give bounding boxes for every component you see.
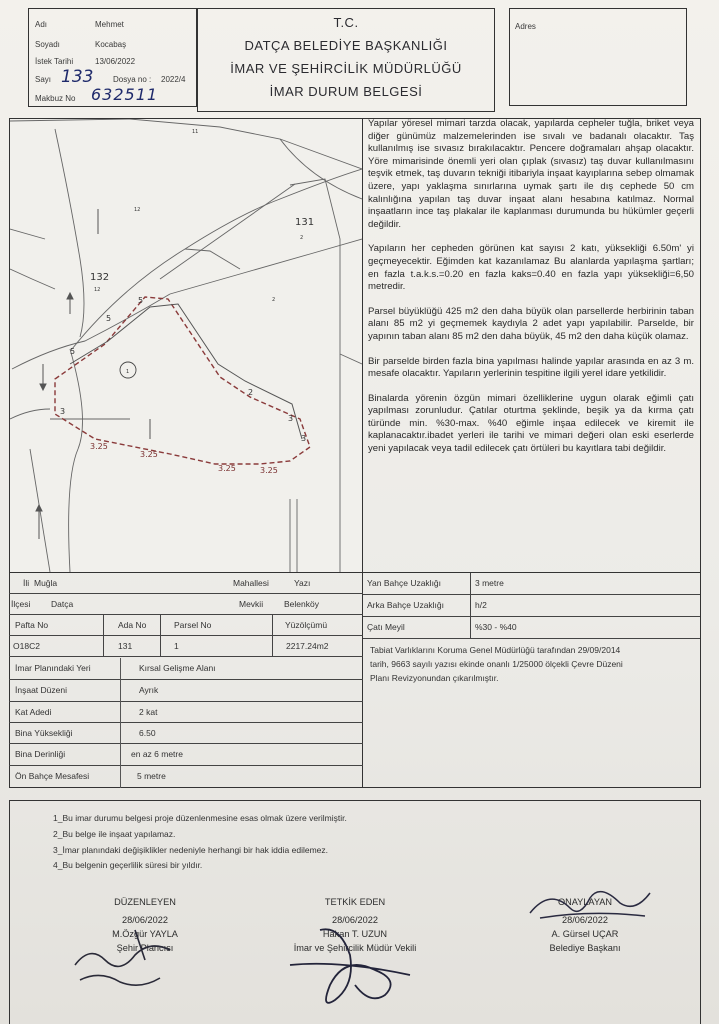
applicant-box xyxy=(28,8,197,107)
map-divider xyxy=(362,118,363,572)
condition-paragraph-1: Yapılar yöresel mimari tarzda olacak, yapılarda cepheler tuğla, briket veya diğer günümüz malzemelerinden ise sıvalı ve badanalı olacaktır. Taş kullanılmış ise sıvasız bırakılacaktır. Pencere doğramaları ahşap olacaktır. Yöre mimarisinde önemli yeri olan çıplak (sıvasız) taş duvar kullanılmasını teşvik etmek, taş duvarın tekniği itibariyla inşaat kayıplarına sebep olmamak üzere, yapı yaklaşma sınırlarına uymak şartı ile dış cephede 50 cm kalınlığına yapılan taş duvar inşaat alanı hesabına katılmaz. Normal inşaatların ince taş plakalar ile kaplanması durumunda bu hükümler geçerli değildir. xyxy=(368,118,694,230)
district-label: İlçesi xyxy=(11,599,31,609)
title-box xyxy=(197,8,495,112)
dimension-5-a: 5 xyxy=(70,347,76,356)
map-small-11: 11 xyxy=(192,129,199,135)
title-tc: T.C. xyxy=(333,15,359,30)
condition-paragraph-4: Bir parselde birden fazla bina yapılması halinde yapılar arasında en az 3 m. mesafe olacaktır. Yapıların yerlerinin tespitine ilgili yerel idare yetkilidir. xyxy=(368,355,694,380)
footer-note-1: 1_Bu imar durumu belgesi proje düzenlenmesine esas olmak üzere verilmiştir. xyxy=(53,813,347,823)
construction-order-value: Ayrık xyxy=(139,685,159,695)
receipt-label: Makbuz No xyxy=(35,94,76,103)
rear-yard-label: Arka Bahçe Uzaklığı xyxy=(367,600,445,610)
name-value: Mehmet xyxy=(95,20,124,29)
row-parcel-values xyxy=(9,636,363,657)
building-height-label: Bina Yüksekliği xyxy=(15,728,73,738)
district-value: Datça xyxy=(51,599,74,609)
title-department: İMAR VE ŞEHİRCİLİK MÜDÜRLÜĞÜ xyxy=(230,61,462,76)
parcel-no-header: Parsel No xyxy=(174,620,212,630)
surname-value: Kocabaş xyxy=(95,40,127,49)
dimension-5-c: 5 xyxy=(138,296,144,305)
dimension-3-c: 3 xyxy=(301,434,307,443)
file-no-value: 2022/4 xyxy=(161,75,186,84)
circle-number: 1 xyxy=(126,369,130,375)
surname-label: Soyadı xyxy=(35,40,60,49)
rear-yard-value: h/2 xyxy=(475,600,487,610)
title-document: İMAR DURUM BELGESİ xyxy=(269,84,423,99)
area-header: Yüzölçümü xyxy=(285,620,328,630)
prepared-title: Şehir Plancısı xyxy=(116,943,174,953)
row-roof-slope xyxy=(363,617,700,639)
roof-slope-label: Çatı Meyil xyxy=(367,622,405,632)
plan-location-value: Kırsal Gelişme Alanı xyxy=(139,663,216,673)
row-rear-yard xyxy=(363,595,700,617)
block-no-header: Ada No xyxy=(118,620,147,630)
parcel-map xyxy=(10,119,362,572)
area-value: 2217.24m2 xyxy=(286,641,329,651)
row-district xyxy=(9,594,363,615)
nature-note-line-3: Planı Revizyonundan çıkarılmıştır. xyxy=(370,673,499,683)
footer-note-3: 3_İmar planındaki değişiklikler nedeniyle herhangi bir hak iddia edilemez. xyxy=(53,845,328,855)
side-yard-label: Yan Bahçe Uzaklığı xyxy=(367,578,442,588)
parcel-132-label: 132 xyxy=(90,272,110,283)
col-div-right xyxy=(470,573,471,639)
parcel-132-sub: 12 xyxy=(94,287,101,293)
front-yard-label: Ön Bahçe Mesafesi xyxy=(15,771,90,781)
row-plan-location xyxy=(9,658,363,680)
zoning-conditions-text xyxy=(368,118,694,465)
building-depth-label: Bina Derinliği xyxy=(15,749,66,759)
side-yard-value: 3 metre xyxy=(475,578,504,588)
neighborhood-value: Yazı xyxy=(294,578,311,588)
number-value: 133 xyxy=(61,67,94,87)
col-div-values xyxy=(120,658,121,788)
prepared-name: M.Özgür YAYLA xyxy=(112,929,178,939)
dimension-3-a: 3 xyxy=(60,407,66,416)
approved-role: ONAYLAYAN xyxy=(557,897,613,907)
front-yard-value: 5 metre xyxy=(137,771,166,781)
row-building-height xyxy=(9,723,363,744)
row-parcel-headers xyxy=(9,615,363,636)
row-province xyxy=(9,573,363,594)
address-box xyxy=(509,8,687,106)
dimension-2: 2 xyxy=(248,388,254,397)
sheet-no-value: O18C2 xyxy=(13,641,40,651)
name-label: Adı xyxy=(35,20,48,29)
title-municipality: DATÇA BELEDİYE BAŞKANLIĞI xyxy=(244,38,448,53)
parcel-no-value: 1 xyxy=(174,641,179,651)
footer-note-2: 2_Bu belge ile inşaat yapılamaz. xyxy=(53,829,176,839)
floor-count-label: Kat Adedi xyxy=(15,707,52,717)
col-div-1 xyxy=(103,615,104,657)
request-date-value: 13/06/2022 xyxy=(95,57,136,66)
condition-paragraph-3: Parsel büyüklüğü 425 m2 den daha büyük olan parsellerde herbirinin taban alanı 85 m2 yi geçmemek kaydıyla 2 adet yapı yapılabilir. Parselde, bir yapının taban alanı 85 m2 den daha büyük, 45 m2 den daha küçük olamaz. xyxy=(368,305,694,342)
dimension-325-c: 3.25 xyxy=(218,464,236,473)
number-label: Sayı xyxy=(35,75,52,84)
reviewed-date: 28/06/2022 xyxy=(332,915,378,925)
prepared-role: DÜZENLEYEN xyxy=(114,897,176,907)
building-depth-value: en az 6 metre xyxy=(131,749,183,759)
file-no-label: Dosya no : xyxy=(113,75,152,84)
col-div-2 xyxy=(160,615,161,657)
reviewed-name: Hakan T. UZUN xyxy=(322,929,388,939)
approved-name: A. Gürsel UÇAR xyxy=(551,929,619,939)
map-small-12: 12 xyxy=(134,207,141,213)
row-building-depth xyxy=(9,744,363,766)
reviewed-role: TETKİK EDEN xyxy=(324,897,386,907)
parcel-131-sub: 2 xyxy=(300,235,304,241)
row-side-yard xyxy=(363,573,700,595)
approved-title: Belediye Başkanı xyxy=(549,943,621,953)
nature-note-line-2: tarih, 9663 sayılı yazısı ekinde onanlı 1/25000 ölçekli Çevre Düzeni xyxy=(370,659,623,669)
roof-slope-value: %30 - %40 xyxy=(475,622,517,632)
signature-scribble-prepared xyxy=(60,920,200,1000)
block-no-value: 131 xyxy=(118,641,133,651)
floor-count-value: 2 kat xyxy=(139,707,158,717)
request-date-label: İstek Tarihi xyxy=(35,57,74,66)
dimension-5-b: 5 xyxy=(106,314,112,323)
receipt-value: 632511 xyxy=(91,85,159,104)
map-small-2: 2 xyxy=(272,297,276,303)
province-value: Muğla xyxy=(34,578,58,588)
reviewed-title: İmar ve Şehircilik Müdür Vekili xyxy=(293,943,417,953)
row-construction-order xyxy=(9,680,363,702)
condition-paragraph-2: Yapıların her cepheden görünen kat sayısı 2 katı, yüksekliği 6.50m' yi geçmeyecektir. Eğimden kat kazanılamaz Bu alanlarda yapılaşma şartları; en fazla t.a.k.s.=0.20 en fazla kaks=0.40 en fazla yapı yüksekliği=6,50 metredir. xyxy=(368,243,694,293)
province-label: İli xyxy=(23,578,30,588)
row-front-yard xyxy=(9,766,363,788)
dimension-325-a: 3.25 xyxy=(90,442,108,451)
signature-scribble-reviewed xyxy=(280,915,430,1015)
prepared-date: 28/06/2022 xyxy=(122,915,168,925)
row-floor-count xyxy=(9,702,363,723)
locality-label: Mevkii xyxy=(239,599,264,609)
signature-scribble-approved xyxy=(520,878,660,928)
dimension-325-d: 3.25 xyxy=(260,466,278,475)
neighborhood-label: Mahallesi xyxy=(233,578,269,588)
construction-order-label: İnşaat Düzeni xyxy=(15,685,67,695)
plan-location-label: İmar Planındaki Yeri xyxy=(15,663,91,673)
address-label: Adres xyxy=(515,22,536,31)
col-div-3 xyxy=(272,615,273,657)
dimension-325-b: 3.25 xyxy=(140,450,158,459)
nature-note-line-1: Tabiat Varlıklarını Koruma Genel Müdürlüğü tarafından 29/09/2014 xyxy=(370,645,621,655)
sheet-no-header: Pafta No xyxy=(15,620,49,630)
approved-date: 28/06/2022 xyxy=(562,915,608,925)
locality-value: Belenköy xyxy=(284,599,319,609)
dimension-3-b: 3 xyxy=(288,414,294,423)
condition-paragraph-5: Binalarda yörenin özgün mimari özelliklerine uygun olarak eğimli çatı yapılması zorunludur. Çatılar oturtma şeklinde, beşik ya da kırma çatı türünde min. %30-max. %40 eğimle inşaa edilecek ve kiremit ile kaplanacaktır.ibadet yerleri ile tarihi ve mimari değeri olan eski eserlerde yeni yapılacak veya tadil edilecek çatı örtüleri bu kayıtlara tabi değildir. xyxy=(368,392,694,455)
building-height-value: 6.50 xyxy=(139,728,156,738)
parcel-131-label: 131 xyxy=(295,217,315,228)
footer-note-4: 4_Bu belgenin geçerlilik süresi bir yıldır. xyxy=(53,860,203,870)
